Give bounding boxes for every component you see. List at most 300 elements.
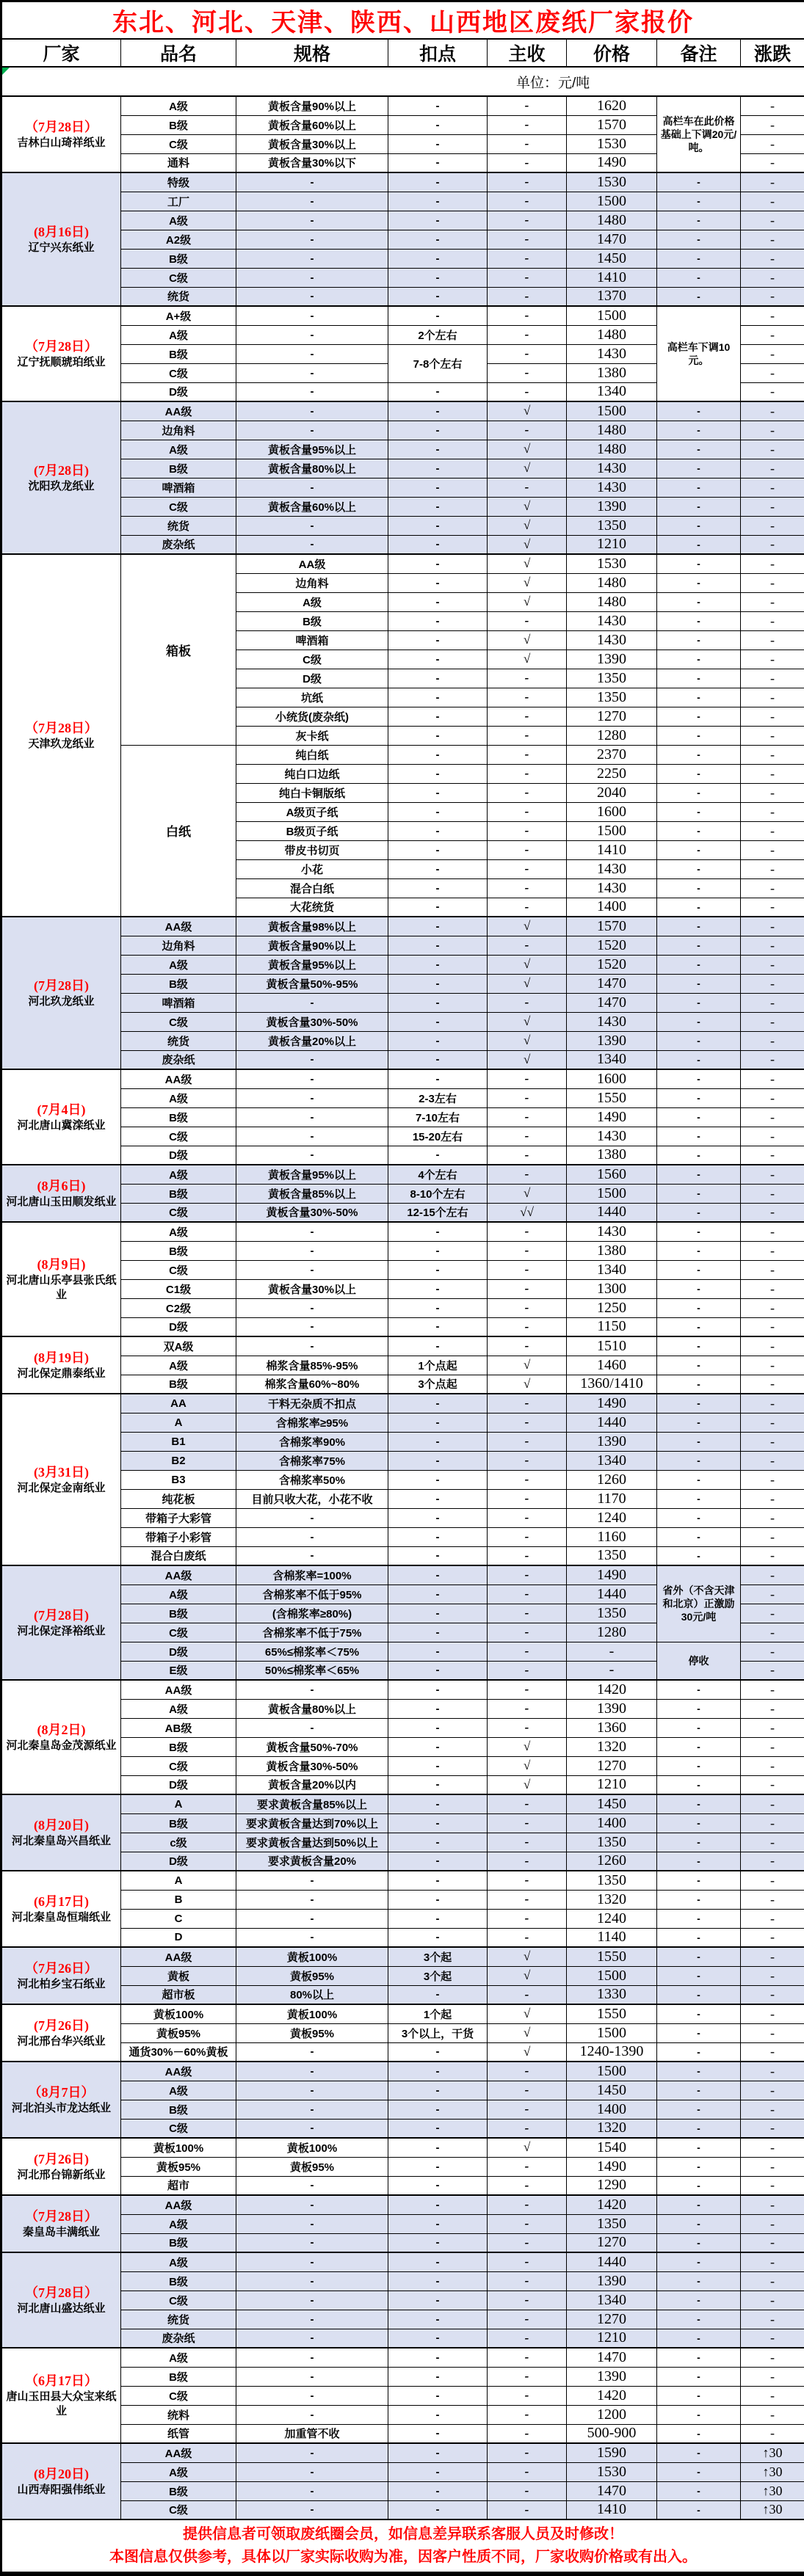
main-collect-cell: √ [488,630,567,650]
item-name-cell: E级 [121,1661,236,1680]
change-cell: - [741,1088,804,1107]
main-collect-cell: - [488,2500,567,2519]
factory-cell [1,1947,121,2004]
item-name-cell: 超市 [121,2176,236,2195]
price-cell: 1280 [567,1623,657,1642]
remark-cell: - [657,554,741,573]
main-collect-cell: - [488,1222,567,1241]
spec-cell: - [236,249,388,268]
deduction-cell: - [388,1813,488,1833]
price-cell: 1480 [567,592,657,611]
change-cell: - [741,230,804,249]
factory-name: 河北秦皇岛兴昌纸业 [4,1834,119,1849]
deduction-cell: - [388,1584,488,1604]
spec-cell: 黄板含量30%以下 [236,153,388,172]
deduction-cell: - [388,2367,488,2386]
factory-cell [1,172,121,306]
deduction-cell: - [388,1451,488,1470]
price-cell: 1390 [567,2367,657,2386]
main-collect-cell: - [488,1107,567,1127]
item-name-cell: 黄板100% [121,2004,236,2023]
table-row [1,1356,804,1375]
item-name-cell: 工厂 [121,192,236,211]
remark-cell: - [657,2271,741,2291]
table-row [1,1298,804,1317]
table-row [1,1985,804,2004]
change-cell: - [741,1260,804,1279]
spec-cell: - [236,535,388,554]
table-row [1,1146,804,1165]
change-cell: - [741,1394,804,1413]
change-cell: - [741,1852,804,1871]
price-cell: 1520 [567,936,657,955]
change-cell: - [741,325,804,344]
factory-date: (8月16日) [4,223,119,241]
price-cell: 1420 [567,2386,657,2405]
remark-cell: - [657,2214,741,2233]
item-name-cell: 通料 [121,153,236,172]
change-cell: - [741,1546,804,1565]
price-cell: 1530 [567,134,657,153]
factory-date: （7月28日） [4,719,119,737]
spec-cell: 黄板95% [236,2023,388,2042]
deduction-cell: - [388,249,488,268]
item-name-cell: A级页子纸 [236,802,388,821]
deduction-cell: - [388,192,488,211]
change-cell: - [741,2004,804,2023]
price-cell: 1240-1390 [567,2042,657,2062]
footer-line-2: 本图信息仅供参考，具体以厂家实际收购为准，因客户性质不同，厂家收购价格或有出入。 [4,2546,803,2569]
spec-cell: - [236,2348,388,2367]
main-collect-cell: - [488,421,567,440]
spec-cell: - [236,2042,388,2062]
item-name-cell: B [121,1890,236,1909]
change-cell: - [741,1966,804,1985]
change-cell: - [741,1833,804,1852]
factory-date: (7月28日) [4,1607,119,1624]
deduction-cell: - [388,2100,488,2119]
item-name-cell: 啤酒箱 [121,993,236,1012]
factory-name: 河北保定金南纸业 [4,1481,119,1496]
deduction-cell: - [388,1775,488,1794]
spec-cell: - [236,478,388,497]
deduction-cell: - [388,955,488,974]
spec-cell: 黄板含量90%以上 [236,936,388,955]
item-name-cell: AA级 [121,1565,236,1584]
change-cell: - [741,401,804,421]
price-cell: 1430 [567,859,657,878]
factory-name: 沈阳玖龙纸业 [4,479,119,494]
table-row [1,1050,804,1069]
change-cell: - [741,974,804,993]
main-collect-cell: √ [488,535,567,554]
price-cell: 1400 [567,2100,657,2119]
deduction-cell: - [388,2157,488,2176]
item-name-cell: A [121,1871,236,1890]
remark-cell: - [657,1031,741,1050]
price-cell: 1470 [567,2481,657,2500]
price-cell: 1360/1410 [567,1375,657,1394]
spec-cell: - [236,2081,388,2100]
price-cell: 1390 [567,650,657,669]
spec-cell: 黄板含量90%以上 [236,96,388,115]
spec-cell: 黄板100% [236,2138,388,2157]
deduction-cell: - [388,2062,488,2081]
change-cell: - [741,1298,804,1317]
change-cell: - [741,1642,804,1661]
main-collect-cell: - [488,1699,567,1718]
price-cell: 1500 [567,821,657,840]
price-cell: 1530 [567,2462,657,2481]
item-name-cell: 混合白纸 [236,878,388,898]
deduction-cell: 4个左右 [388,1165,488,1184]
remark-cell: - [657,1241,741,1260]
change-cell: - [741,1050,804,1069]
remark-cell: - [657,802,741,821]
price-cell: 1560 [567,1165,657,1184]
table-row [1,1012,804,1031]
spec-cell: - [236,2405,388,2424]
deduction-cell: - [388,917,488,936]
price-cell: 1250 [567,1298,657,1317]
footer-line-1: 提供信息者可领取废纸圈会员，如信息差异联系客服人员及时修改！ [4,2523,803,2546]
deduction-cell: - [388,2214,488,2233]
price-cell: 1290 [567,2176,657,2195]
main-collect-cell: - [488,669,567,688]
remark-cell: - [657,1546,741,1565]
remark-cell: - [657,230,741,249]
item-name-cell: AA级 [121,1680,236,1699]
change-cell: - [741,2233,804,2252]
main-collect-cell: - [488,936,567,955]
remark-cell: - [657,1833,741,1852]
spec-cell: 含棉浆率=100% [236,1565,388,1584]
table-row [1,1642,804,1661]
table-row [1,2348,804,2367]
price-cell: 2370 [567,745,657,764]
spec-cell: - [236,2329,388,2348]
remark-cell: - [657,1069,741,1088]
remark-cell: - [657,1413,741,1432]
spec-cell: - [236,382,388,401]
spec-cell: (含棉浆率≥80%) [236,1604,388,1623]
main-collect-cell: - [488,1565,567,1584]
item-name-cell: AA级 [236,554,388,573]
remark-cell: - [657,2119,741,2138]
item-name-cell: 纸管 [121,2424,236,2443]
remark-cell: - [657,1165,741,1184]
item-name-cell: 废杂纸 [121,1050,236,1069]
spec-cell: 黄板含量80%以上 [236,459,388,478]
price-cell: 1260 [567,1470,657,1489]
factory-date: (8月20日) [4,1816,119,1834]
price-cell: - [567,1642,657,1661]
change-cell: - [741,2176,804,2195]
change-cell: - [741,955,804,974]
main-collect-cell: - [488,2271,567,2291]
change-cell: - [741,382,804,401]
change-cell: - [741,1909,804,1928]
deduction-cell: - [388,1298,488,1317]
price-cell: 1340 [567,2291,657,2310]
change-cell: - [741,573,804,592]
item-name-cell: A级 [121,1584,236,1604]
price-cell: 1500 [567,2062,657,2081]
factory-date: （7月28日） [4,118,119,136]
main-collect-cell: - [488,1336,567,1356]
main-collect-cell: - [488,2119,567,2138]
factory-date: （7月28日） [4,2284,119,2302]
price-cell: 1460 [567,1356,657,1375]
change-cell: - [741,688,804,707]
price-cell: 1480 [567,421,657,440]
remark-cell: - [657,1356,741,1375]
table-row [1,1947,804,1966]
change-cell: - [741,1871,804,1890]
main-collect-cell: - [488,1890,567,1909]
main-collect-cell: - [488,1794,567,1813]
item-name-cell: AA级 [121,1069,236,1088]
spec-cell: 要求黄板含量20% [236,1852,388,1871]
change-cell: - [741,1756,804,1775]
item-name-cell: C级 [121,1756,236,1775]
spec-cell: 黄板含量30%以上 [236,1279,388,1298]
item-name-cell: B2 [121,1451,236,1470]
item-name-cell: AA级 [121,2195,236,2214]
main-collect-cell: √ [488,401,567,421]
item-name-cell: B级 [121,1241,236,1260]
change-cell: - [741,726,804,745]
table-row [1,936,804,955]
factory-date: (8月2日) [4,1721,119,1739]
price-cell: 1360 [567,1718,657,1737]
spec-cell: - [236,1317,388,1336]
item-name-cell: A级 [121,2081,236,2100]
deduction-cell: 1个起 [388,2004,488,2023]
main-collect-cell: - [488,192,567,211]
price-cell: 1500 [567,192,657,211]
main-collect-cell: - [488,134,567,153]
remark-cell: - [657,1756,741,1775]
main-collect-cell: - [488,1584,567,1604]
price-cell: 1160 [567,1527,657,1546]
remark-cell: - [657,2405,741,2424]
change-cell: - [741,1317,804,1336]
table-row [1,1107,804,1127]
table-row [1,2291,804,2310]
table-row [1,1527,804,1546]
deduction-cell: 3个起 [388,1947,488,1966]
change-cell: - [741,1699,804,1718]
item-name-cell: 统货 [121,287,236,306]
price-cell: 1270 [567,1756,657,1775]
price-cell: 1430 [567,1127,657,1146]
item-name-cell: 边角料 [236,573,388,592]
deduction-cell: 1个点起 [388,1356,488,1375]
spec-cell: - [236,1909,388,1928]
item-name-cell: A+级 [121,306,236,325]
price-cell: 1390 [567,2271,657,2291]
item-name-cell: B级 [121,1737,236,1756]
item-name-cell: C级 [121,1260,236,1279]
main-collect-cell: - [488,821,567,840]
deduction-cell: - [388,211,488,230]
item-name-cell: 统料 [121,2405,236,2424]
remark-cell: - [657,2443,741,2462]
deduction-cell: - [388,2386,488,2405]
change-cell: - [741,306,804,325]
deduction-cell: - [388,764,488,783]
item-name-cell: A [121,1413,236,1432]
price-cell: 1150 [567,1317,657,1336]
price-cell: 1430 [567,630,657,650]
deduction-cell: - [388,1489,488,1508]
price-cell: 1340 [567,1260,657,1279]
price-cell: 1200 [567,2405,657,2424]
change-cell: - [741,745,804,764]
price-cell: 1390 [567,497,657,516]
deduction-cell: - [388,1833,488,1852]
factory-cell [1,1069,121,1165]
table-row [1,1069,804,1088]
remark-cell: - [657,726,741,745]
deduction-cell: - [388,1146,488,1165]
price-cell: 1390 [567,1699,657,1718]
remark-cell: - [657,249,741,268]
deduction-cell: - [388,516,488,535]
main-collect-cell: √ [488,516,567,535]
factory-cell [1,401,121,554]
change-cell: - [741,172,804,192]
price-cell: 1410 [567,268,657,287]
change-cell: - [741,363,804,382]
table-row [1,1394,804,1413]
table-row [1,2100,804,2119]
change-cell: - [741,497,804,516]
remark-cell: - [657,2042,741,2062]
remark-cell: - [657,172,741,192]
item-name-cell: 黄板95% [121,2157,236,2176]
price-cell: 500-900 [567,2424,657,2443]
main-collect-cell: - [488,344,567,363]
item-name-cell: A级 [121,325,236,344]
deduction-cell: - [388,726,488,745]
main-collect-cell: - [488,2214,567,2233]
spec-cell: - [236,1298,388,1317]
deduction-cell: - [388,535,488,554]
table-row [1,745,804,764]
price-cell: 1490 [567,2157,657,2176]
factory-name: 河北唐山盛达纸业 [4,2302,119,2316]
remark-cell: - [657,2462,741,2481]
unit-note: 单位：元/吨 [4,72,803,92]
change-cell: - [741,1623,804,1642]
spec-cell: - [236,2271,388,2291]
deduction-cell: - [388,1222,488,1241]
factory-date: (7月4日) [4,1101,119,1118]
deduction-cell: - [388,2252,488,2271]
table-row [1,249,804,268]
price-cell: 1590 [567,2443,657,2462]
remark-cell: - [657,2291,741,2310]
remark-cell: - [657,516,741,535]
subcategory-cell: 白纸 [121,745,236,917]
main-collect-cell: - [488,878,567,898]
change-cell: - [741,1584,804,1604]
remark-cell: - [657,1947,741,1966]
factory-date: （7月28日） [4,2208,119,2225]
factory-cell [1,2004,121,2062]
price-cell: 1350 [567,1546,657,1565]
header-row [1,39,804,67]
change-cell: - [741,1069,804,1088]
price-cell: 1240 [567,1909,657,1928]
spec-cell: 目前只收大花，小花不收 [236,1489,388,1508]
main-collect-cell: - [488,1470,567,1489]
item-name-cell: 啤酒箱 [236,630,388,650]
change-cell: - [741,2081,804,2100]
main-collect-cell: - [488,2081,567,2100]
deduction-cell: - [388,2500,488,2519]
deduction-cell: - [388,1852,488,1871]
deduction-cell: - [388,1871,488,1890]
deduction-cell: - [388,421,488,440]
remark-cell: - [657,783,741,802]
main-collect-cell: - [488,1508,567,1527]
item-name-cell: 通货30%－60%黄板 [121,2042,236,2062]
remark-cell: - [657,1794,741,1813]
deduction-cell: - [388,1699,488,1718]
factory-cell [1,2195,121,2252]
item-name-cell: 纯白口边纸 [236,764,388,783]
price-cell: 1350 [567,2214,657,2233]
price-cell: 1320 [567,1890,657,1909]
deduction-cell: - [388,2119,488,2138]
item-name-cell: D级 [121,1146,236,1165]
table-row [1,2119,804,2138]
change-cell: - [741,917,804,936]
spec-cell: - [236,1146,388,1165]
price-cell: 1480 [567,211,657,230]
change-cell: - [741,1928,804,1947]
spec-cell: - [236,1069,388,1088]
table-row [1,2405,804,2424]
deduction-cell: - [388,230,488,249]
main-collect-cell: - [488,2252,567,2271]
spec-cell: 黄板含量60%以上 [236,115,388,134]
change-cell: - [741,1813,804,1833]
deduction-cell: - [388,268,488,287]
spec-cell: 黄板含量95%以上 [236,1165,388,1184]
spec-cell: - [236,401,388,421]
price-cell: 1390 [567,1432,657,1451]
main-collect-cell: √ [488,497,567,516]
spec-cell: 黄板含量80%以上 [236,1699,388,1718]
subcategory-cell: 箱板 [121,554,236,745]
main-collect-cell: - [488,2062,567,2081]
factory-date: (3月31日) [4,1463,119,1481]
main-collect-cell: - [488,1489,567,1508]
main-collect-cell: - [488,2195,567,2214]
spec-cell: - [236,516,388,535]
main-collect-cell: - [488,1394,567,1413]
deduction-cell: - [388,878,488,898]
spec-cell: - [236,1260,388,1279]
factory-date: (7月26日) [4,2017,119,2034]
main-collect-cell: - [488,172,567,192]
change-cell: - [741,1775,804,1794]
main-collect-cell: - [488,1909,567,1928]
